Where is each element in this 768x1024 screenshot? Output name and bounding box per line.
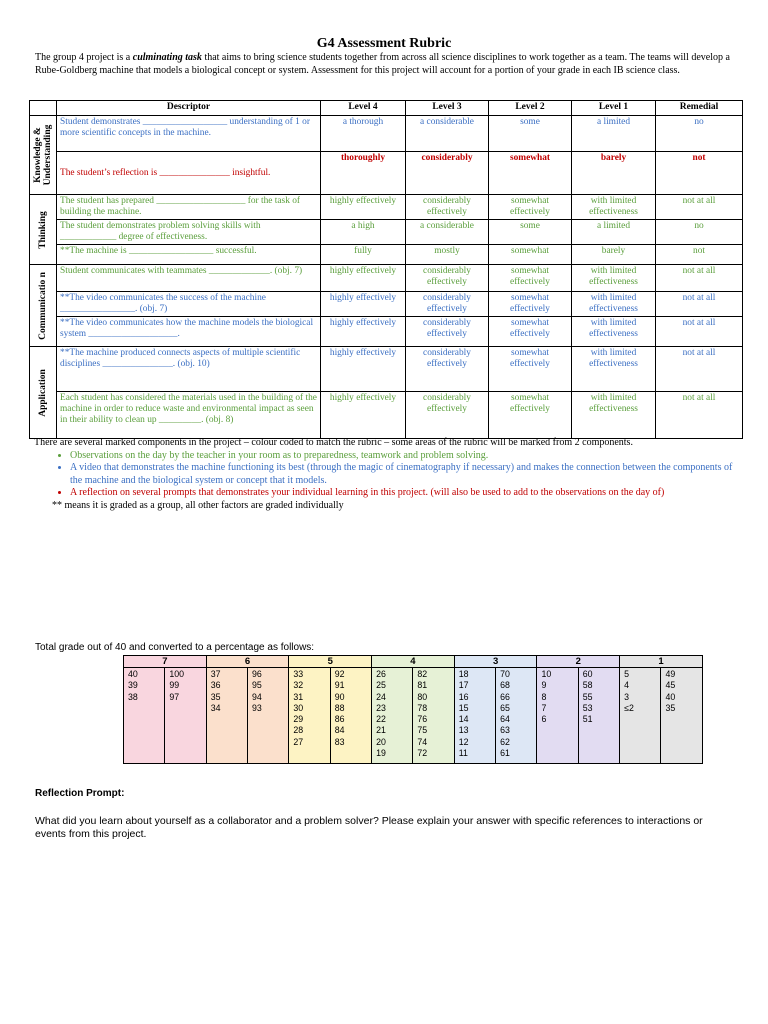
grade-percent: 97 (169, 691, 180, 702)
level-cell: somewhat effectively (489, 317, 572, 347)
grade-percent: 78 (417, 702, 428, 713)
level-cell: not at all (656, 292, 743, 317)
reflection-question: What did you learn about yourself as a collaborator and a problem solver? Please explain your answer with specific references to interactions or events from this project. (35, 815, 703, 840)
category-thinking (30, 195, 57, 265)
level-cell: somewhat (489, 245, 572, 265)
level-cell: a limited (572, 220, 656, 245)
grade-percent-column (165, 668, 206, 764)
grade-level-header: 2 (537, 656, 620, 668)
grade-score: 23 (376, 702, 386, 713)
level-cell: considerably (406, 152, 489, 195)
grade-percent: 62 (500, 736, 510, 747)
level-cell: with limited effectiveness (572, 265, 656, 292)
header-remedial: Remedial (656, 101, 743, 116)
category-thinking-label: Thinking (38, 210, 48, 249)
grade-score-column (454, 668, 495, 764)
grade-score: 28 (293, 725, 304, 736)
level-cell: no (656, 220, 743, 245)
grade-score: 26 (376, 669, 386, 679)
descriptor-cell: Each student has considered the materials used in the building of the machine in order to reduce waste and environmental impact as seen in their ability to clean up _________. (obj. 8) (57, 392, 321, 439)
grade-score: 16 (458, 691, 469, 702)
grade-score-column (289, 668, 330, 764)
grade-percent: 94 (252, 691, 262, 702)
level-cell: highly effectively (321, 292, 406, 317)
level-cell: a limited (572, 116, 656, 152)
grade-percent: 70 (500, 669, 510, 679)
grade-score: 14 (458, 714, 469, 725)
level-cell: fully (321, 245, 406, 265)
rubric-row (30, 116, 743, 152)
grade-percent-column (413, 668, 454, 764)
descriptor-cell: **The machine is __________________ successful. (57, 245, 321, 265)
rubric-row (30, 245, 743, 265)
header-level-4: Level 4 (321, 101, 406, 116)
level-cell: with limited effectiveness (572, 317, 656, 347)
level-cell: not at all (656, 265, 743, 292)
grade-percent: 80 (417, 691, 428, 702)
grade-percent: 64 (500, 714, 510, 725)
level-cell: not at all (656, 347, 743, 392)
rubric-row (30, 220, 743, 245)
level-cell: somewhat effectively (489, 392, 572, 439)
grade-percent: 75 (417, 725, 428, 736)
grade-percent: 61 (500, 748, 510, 759)
level-cell: considerably effectively (406, 392, 489, 439)
level-cell: highly effectively (321, 195, 406, 220)
grade-percent: 100 (169, 669, 185, 679)
grade-score: 8 (541, 691, 547, 702)
grade-level-header: 5 (289, 656, 372, 668)
grade-percent: 66 (500, 691, 510, 702)
grade-percent: 49 (665, 669, 676, 679)
grade-score: 40 (128, 669, 138, 679)
descriptor-cell: **The video communicates how the machine models the biological system ___________________. (57, 317, 321, 347)
grade-level-header: 1 (620, 656, 703, 668)
level-cell: somewhat effectively (489, 195, 572, 220)
level-cell: highly effectively (321, 392, 406, 439)
grade-level-header: 4 (372, 656, 455, 668)
level-cell: considerably effectively (406, 317, 489, 347)
grade-percent: 45 (665, 680, 676, 691)
level-cell: considerably effectively (406, 292, 489, 317)
components-lead: There are several marked components in the project – colour coded to match the rubric – some areas of the rubric will be marked from 2 components. (34, 437, 633, 448)
grade-score: 31 (293, 691, 304, 702)
grade-percent: 86 (334, 714, 345, 725)
grade-percent: 68 (500, 680, 510, 691)
component-observations: • Observations on the day by the teacher in your room as to preparedness, teamwork and problem solving. (70, 450, 744, 463)
grade-score: 21 (376, 725, 386, 736)
grade-percent: 63 (500, 725, 510, 736)
grade-conversion-intro: Total grade out of 40 and converted to a percentage as follows: (35, 642, 315, 653)
rubric-row (30, 392, 743, 439)
descriptor-cell: **The video communicates the success of the machine ________________. (obj. 7) (57, 292, 321, 317)
grade-score-column (206, 668, 247, 764)
level-cell: thoroughly (321, 152, 406, 195)
grade-percent: 83 (334, 736, 345, 747)
component-reflection: • A reflection on several prompts that demonstrates your individual learning in this project. (will also be used to add to the observations on the day of) (70, 487, 744, 500)
level-cell: highly effectively (321, 265, 406, 292)
level-cell: not at all (656, 195, 743, 220)
page-title: G4 Assessment Rubric (316, 36, 452, 51)
grade-score: 7 (541, 702, 547, 713)
grade-percent-column (661, 668, 703, 764)
grade-score: 5 (624, 669, 630, 679)
grade-percent: 93 (252, 702, 262, 713)
rubric-row (30, 347, 743, 392)
grade-percent: 90 (334, 691, 345, 702)
grade-score: 36 (210, 680, 221, 691)
rubric-row (30, 152, 743, 195)
intro-paragraph (35, 51, 735, 77)
level-cell: considerably effectively (406, 195, 489, 220)
level-cell: some (489, 220, 572, 245)
grade-percent: 72 (417, 748, 428, 759)
grade-score-column (537, 668, 578, 764)
level-cell: with limited effectiveness (572, 347, 656, 392)
level-cell: highly effectively (321, 317, 406, 347)
grade-score: 6 (541, 714, 547, 725)
grade-body-row (124, 668, 703, 764)
level-cell: considerably effectively (406, 347, 489, 392)
grade-score: ≤2 (624, 702, 634, 713)
components-list (34, 450, 744, 500)
descriptor-cell: **The machine produced connects aspects of multiple scientific disciplines _______________. (obj. 10) (57, 347, 321, 392)
rubric-header-row (30, 101, 743, 116)
grade-score: 13 (458, 725, 469, 736)
category-communication-label: Communicatio n (38, 271, 48, 340)
level-cell: not at all (656, 392, 743, 439)
grade-score: 20 (376, 736, 386, 747)
grade-score: 22 (376, 714, 386, 725)
grade-percent: 53 (582, 702, 593, 713)
level-cell: barely (572, 152, 656, 195)
level-cell: somewhat effectively (489, 265, 572, 292)
grade-score: 32 (293, 680, 304, 691)
grade-percent: 99 (169, 680, 180, 691)
marked-components (34, 437, 744, 512)
grade-level-header: 3 (454, 656, 537, 668)
rubric-row (30, 292, 743, 317)
level-cell: a high (321, 220, 406, 245)
level-cell: mostly (406, 245, 489, 265)
assessment-rubric-table (29, 100, 743, 439)
descriptor-cell: Student communicates with teammates _____________. (obj. 7) (57, 265, 321, 292)
level-cell: a considerable (406, 116, 489, 152)
level-cell: highly effectively (321, 347, 406, 392)
header-level-1: Level 1 (572, 101, 656, 116)
category-knowledge (30, 116, 57, 195)
component-video: • A video that demonstrates the machine functioning its best (through the magic of cinematography if necessary) and makes the connection between the components of the machine and the biological system or concept that it models. (70, 462, 744, 487)
grade-percent-column (248, 668, 289, 764)
level-cell: not (656, 245, 743, 265)
grade-percent: 84 (334, 725, 345, 736)
grade-score: 35 (210, 691, 221, 702)
grade-percent: 82 (417, 669, 428, 679)
header-level-2: Level 2 (489, 101, 572, 116)
grade-score: 38 (128, 691, 138, 702)
grade-score: 33 (293, 669, 304, 679)
grade-percent: 58 (582, 680, 593, 691)
level-cell: somewhat effectively (489, 292, 572, 317)
level-cell: some (489, 116, 572, 152)
grade-score: 25 (376, 680, 386, 691)
level-cell: barely (572, 245, 656, 265)
category-communication (30, 265, 57, 347)
grade-percent-column (578, 668, 619, 764)
intro-before: The group 4 project is a (35, 52, 133, 63)
grade-percent-column (330, 668, 371, 764)
header-level-3: Level 3 (406, 101, 489, 116)
grade-score: 4 (624, 680, 630, 691)
grade-score-column (620, 668, 661, 764)
grade-score: 12 (458, 736, 469, 747)
grade-percent: 35 (665, 702, 676, 713)
rubric-row (30, 195, 743, 220)
grade-percent: 92 (334, 669, 345, 679)
grade-score: 34 (210, 702, 221, 713)
level-cell: a thorough (321, 116, 406, 152)
category-application-label: Application (38, 368, 48, 417)
grade-score: 39 (128, 680, 138, 691)
grade-score: 24 (376, 691, 386, 702)
grade-score-column (372, 668, 413, 764)
rubric-row (30, 265, 743, 292)
level-cell: somewhat effectively (489, 347, 572, 392)
level-cell: with limited effectiveness (572, 195, 656, 220)
grade-score: 11 (458, 748, 468, 759)
descriptor-cell: The student’s reflection is _______________ insightful. (57, 152, 321, 195)
category-application (30, 347, 57, 439)
level-cell: somewhat (489, 152, 572, 195)
grade-percent: 88 (334, 702, 345, 713)
grade-percent: 91 (334, 680, 345, 691)
level-cell: not at all (656, 317, 743, 347)
level-cell: not (656, 152, 743, 195)
grade-percent: 51 (582, 714, 593, 725)
grade-score: 10 (541, 669, 552, 679)
grade-score: 9 (541, 680, 547, 691)
grade-score-column (124, 668, 165, 764)
grade-percent: 96 (252, 669, 262, 679)
grade-score: 29 (293, 714, 304, 725)
rubric-row (30, 317, 743, 347)
group-graded-note: ** means it is graded as a group, all other factors are graded individually (52, 499, 344, 511)
grade-percent-column (496, 668, 537, 764)
header-blank (30, 101, 57, 116)
grade-percent: 55 (582, 691, 593, 702)
descriptor-cell: The student has prepared ___________________ for the task of building the machine. (57, 195, 321, 220)
descriptor-cell: The student demonstrates problem solving skills with ____________ degree of effectiveness. (57, 220, 321, 245)
grade-score: 17 (458, 680, 469, 691)
grade-score: 27 (293, 736, 304, 747)
grade-score: 19 (376, 748, 386, 759)
grade-level-header: 6 (206, 656, 289, 668)
grade-percent: 60 (582, 669, 593, 679)
grade-percent: 76 (417, 714, 428, 725)
grade-level-header: 7 (124, 656, 207, 668)
level-cell: with limited effectiveness (572, 392, 656, 439)
level-cell: no (656, 116, 743, 152)
grade-percent: 81 (417, 680, 428, 691)
header-descriptor: Descriptor (57, 101, 321, 116)
grade-conversion-table (123, 655, 703, 764)
reflection-heading: Reflection Prompt: (35, 788, 125, 799)
grade-percent: 65 (500, 702, 510, 713)
grade-header-row (124, 656, 703, 668)
grade-percent: 95 (252, 680, 262, 691)
grade-percent: 74 (417, 736, 428, 747)
grade-percent: 40 (665, 691, 676, 702)
level-cell: a considerable (406, 220, 489, 245)
intro-after: that aims to bring science students together from across all science disciplines to work together as a team. The teams will develop a Rube-Goldberg machine that models a biological concept or system. Assessment for this project will account for a portion of your grade in each IB science class. (35, 52, 730, 76)
level-cell: considerably effectively (406, 265, 489, 292)
grade-score: 30 (293, 702, 304, 713)
descriptor-cell: Student demonstrates __________________ understanding of 1 or more scientific concepts in the machine. (57, 116, 321, 152)
grade-score: 18 (458, 669, 469, 679)
level-cell: with limited effectiveness (572, 292, 656, 317)
grade-score: 37 (210, 669, 221, 679)
intro-emphasis: culminating task (132, 52, 202, 63)
category-knowledge-label: Knowledge & Understanding (33, 124, 53, 186)
grade-score: 15 (458, 702, 469, 713)
grade-score: 3 (624, 691, 630, 702)
